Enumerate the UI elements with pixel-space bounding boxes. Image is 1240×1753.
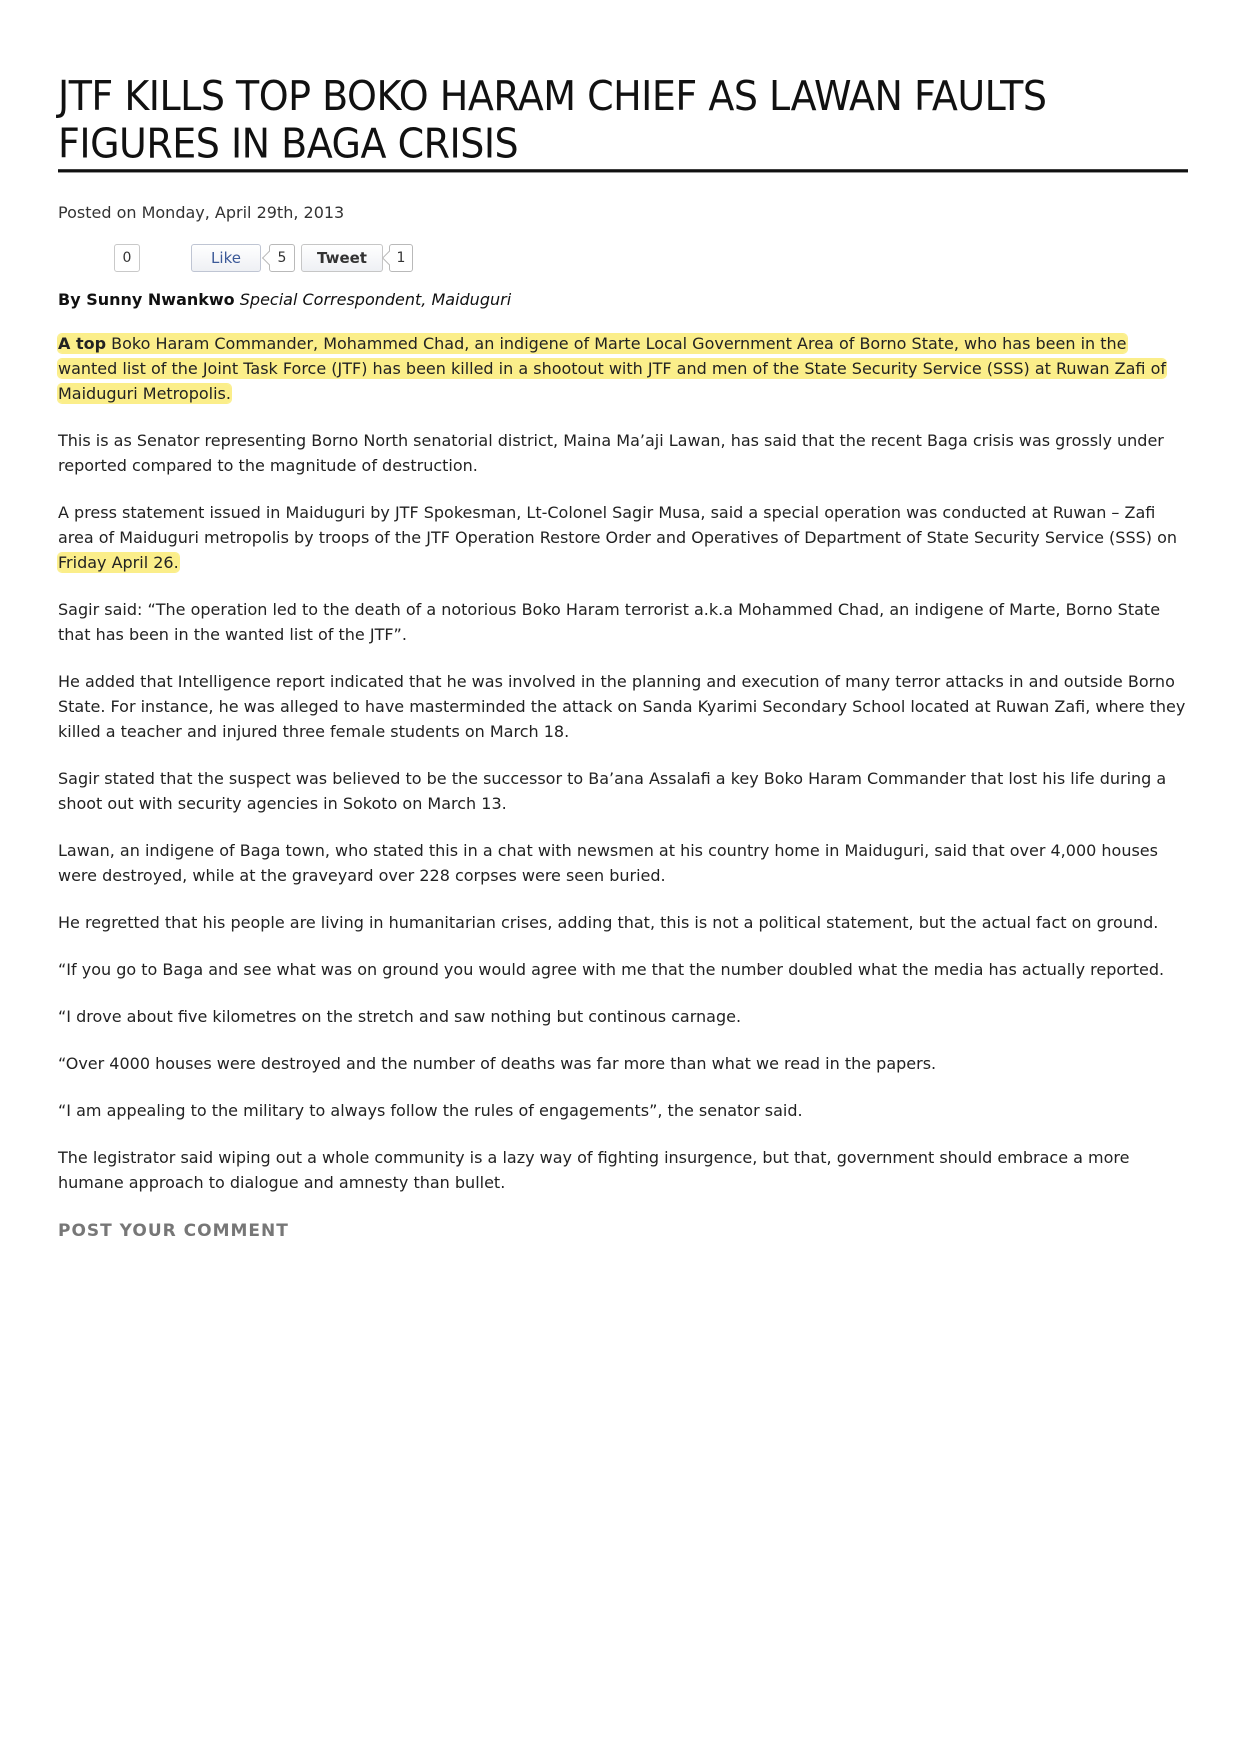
lead-bold: A top bbox=[58, 334, 107, 353]
byline-author: By Sunny Nwankwo bbox=[58, 290, 235, 309]
article-page bbox=[58, 72, 1188, 1241]
social-share-bar bbox=[58, 244, 1188, 274]
post-date: Posted on Monday, April 29th, 2013 bbox=[58, 203, 345, 222]
tweet-count: 1 bbox=[389, 244, 413, 272]
article-headline: JTF KILLS TOP BOKO HARAM CHIEF AS LAWAN FAULTS FIGURES IN BAGA CRISIS bbox=[58, 72, 1188, 172]
tweet-button[interactable]: Tweet bbox=[301, 244, 383, 272]
paragraph: He added that Intelligence report indicated that he was involved in the planning and execution of many terror attacks in and outside Borno State. For instance, he was alleged to have masterminded the attack on Sanda Kyarimi Secondary School located at Ruwan Zafi, where they killed a teacher and injured three female students on March 18. bbox=[58, 672, 1186, 741]
paragraph: “Over 4000 houses were destroyed and the number of deaths was far more than what we read in the papers. bbox=[58, 1054, 937, 1073]
byline-role: Special Correspondent, Maiduguri bbox=[239, 290, 512, 309]
share-count[interactable]: 0 bbox=[114, 244, 140, 272]
paragraph: The legistrator said wiping out a whole community is a lazy way of fighting insurgence, but that, government should embrace a more humane approach to dialogue and amnesty than bullet. bbox=[58, 1148, 1130, 1192]
paragraph-2: This is as Senator representing Borno North senatorial district, Maina Ma’aji Lawan, has said that the recent Baga crisis was grossly under reported compared to the magnitude of destruction. bbox=[58, 431, 1164, 475]
post-comment-heading[interactable]: POST YOUR COMMENT bbox=[58, 1221, 289, 1241]
lead-highlight bbox=[58, 334, 1166, 403]
paragraph-3-text: A press statement issued in Maiduguri by JTF Spokesman, Lt-Colonel Sagir Musa, said a special operation was conducted at Ruwan – Zafi area of Maiduguri metropolis by troops of the JTF Operation Restore Order and Operatives of Department of State Security Service (SSS) on bbox=[58, 503, 1178, 547]
paragraph: Lawan, an indigene of Baga town, who stated this in a chat with newsmen at his country home in Maiduguri, said that over 4,000 houses were destroyed, while at the graveyard over 228 corpses were seen buried. bbox=[58, 841, 1158, 885]
facebook-like-button[interactable]: Like bbox=[191, 244, 261, 272]
paragraph: “If you go to Baga and see what was on ground you would agree with me that the number doubled what the media has actually reported. bbox=[58, 960, 1165, 979]
paragraph: “I drove about five kilometres on the stretch and saw nothing but continous carnage. bbox=[58, 1007, 742, 1026]
paragraph: Sagir said: “The operation led to the death of a notorious Boko Haram terrorist a.k.a Mohammed Chad, an indigene of Marte, Borno State that has been in the wanted list of the JTF”. bbox=[58, 600, 1161, 644]
paragraph: He regretted that his people are living in humanitarian crises, adding that, this is not a political statement, but the actual fact on ground. bbox=[58, 913, 1159, 932]
byline bbox=[58, 290, 1188, 309]
paragraph: “I am appealing to the military to always follow the rules of engagements”, the senator said. bbox=[58, 1101, 803, 1120]
paragraph-3 bbox=[58, 500, 1188, 575]
paragraph-3-highlight: Friday April 26. bbox=[58, 553, 179, 572]
lead-text: Boko Haram Commander, Mohammed Chad, an indigene of Marte Local Government Area of Borno State, who has been in the wanted list of the Joint Task Force (JTF) has been killed in a shootout with JTF and men of the State Security Service (SSS) at Ruwan Zafi of Maiduguri Metropolis. bbox=[58, 334, 1167, 403]
article-body bbox=[58, 331, 1188, 1195]
lead-paragraph bbox=[58, 331, 1188, 406]
like-count: 5 bbox=[269, 244, 295, 272]
paragraph: Sagir stated that the suspect was believed to be the successor to Ba’ana Assalafi a key Boko Haram Commander that lost his life during a shoot out with security agencies in Sokoto on March 13. bbox=[58, 769, 1167, 813]
